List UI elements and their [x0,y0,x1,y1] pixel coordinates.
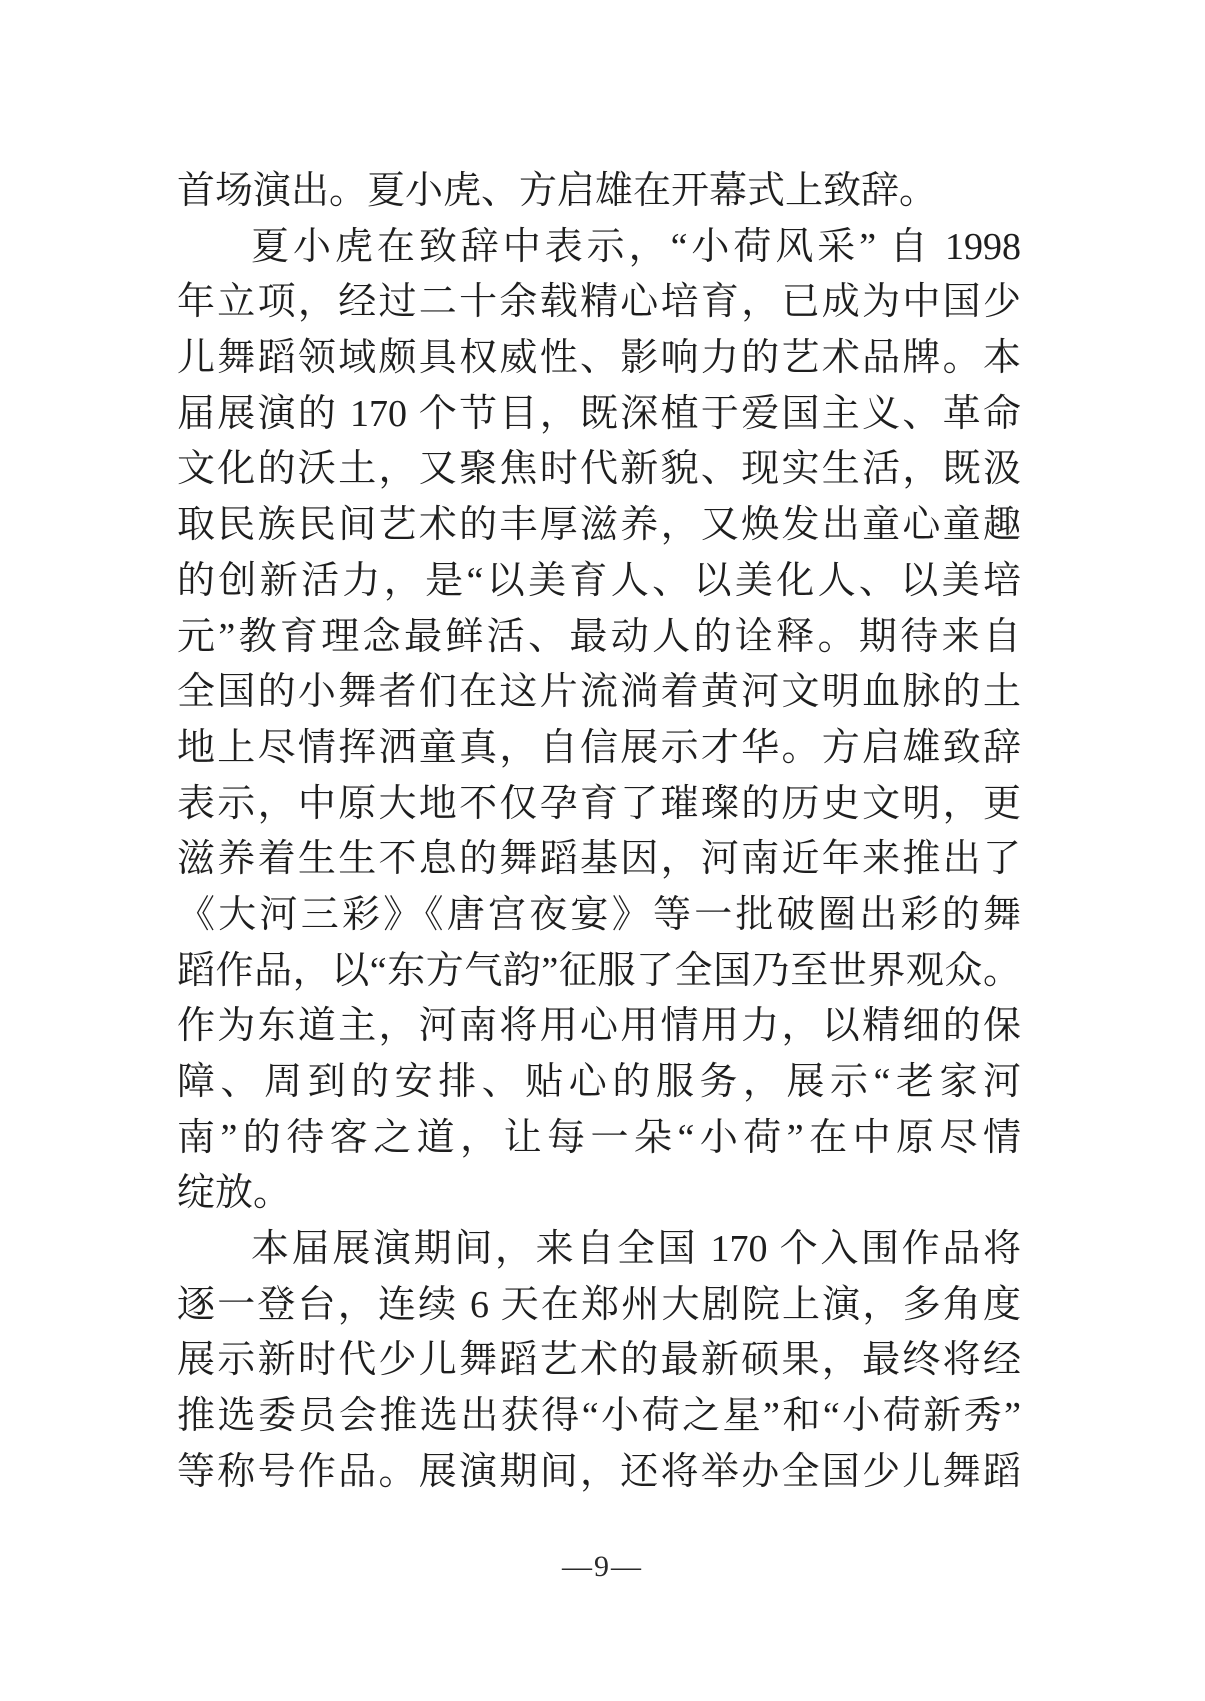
text-line: 等称号作品。展演期间，还将举办全国少儿舞蹈 [177,1450,1021,1493]
text-line: 全国的小舞者们在这片流淌着黄河文明血脉的土 [177,671,1021,714]
text-line: 推选委员会推选出获得“小荷之星”和“小荷新秀” [177,1395,1021,1438]
text-line: 展示新时代少儿舞蹈艺术的最新硕果，最终将经 [177,1339,1021,1382]
text-line: 文化的沃土，又聚焦时代新貌、现实生活，既汲 [177,448,1021,491]
text-line: 取民族民间艺术的丰厚滋养，又焕发出童心童趣 [177,504,1021,547]
document-text-block [177,164,1021,1501]
text-line: 首场演出。夏小虎、方启雄在开幕式上致辞。 [177,170,938,212]
text-line: 元”教育理念最鲜活、最动人的诠释。期待来自 [177,615,1021,658]
text-line: 《大河三彩》《唐宫夜宴》等一批破圈出彩的舞 [177,893,1021,936]
text-line: 本届展演期间，来自全国 170 个入围作品将 [251,1228,1021,1271]
text-line: 的创新活力，是“以美育人、以美化人、以美培 [177,559,1021,602]
text-line: 作为东道主，河南将用心用情用力，以精细的保 [177,1005,1021,1048]
text-line: 障、周到的安排、贴心的服务，展示“老家河 [177,1061,1021,1103]
text-line: 逐一登台，连续 6 天在郑州大剧院上演，多角度 [177,1283,1021,1326]
page-number: —9— [562,1550,643,1583]
text-line: 夏小虎在致辞中表示，“小荷风采” 自 1998 [251,225,1021,268]
text-line: 滋养着生生不息的舞蹈基因，河南近年来推出了 [177,838,1021,881]
text-line: 蹈作品，以“东方气韵”征服了全国乃至世界观众。 [177,949,1021,992]
text-line: 南”的待客之道，让每一朵“小荷”在中原尽情 [177,1116,1021,1159]
text-line: 绽放。 [177,1172,292,1215]
text-line: 儿舞蹈领域颇具权威性、影响力的艺术品牌。本 [177,337,1021,380]
text-line: 届展演的 170 个节目，既深植于爱国主义、革命 [177,392,1021,435]
text-line: 年立项，经过二十余载精心培育，已成为中国少 [177,281,1021,324]
text-line: 表示，中原大地不仅孕育了璀璨的历史文明，更 [177,782,1021,825]
text-line: 地上尽情挥洒童真，自信展示才华。方启雄致辞 [177,726,1021,769]
